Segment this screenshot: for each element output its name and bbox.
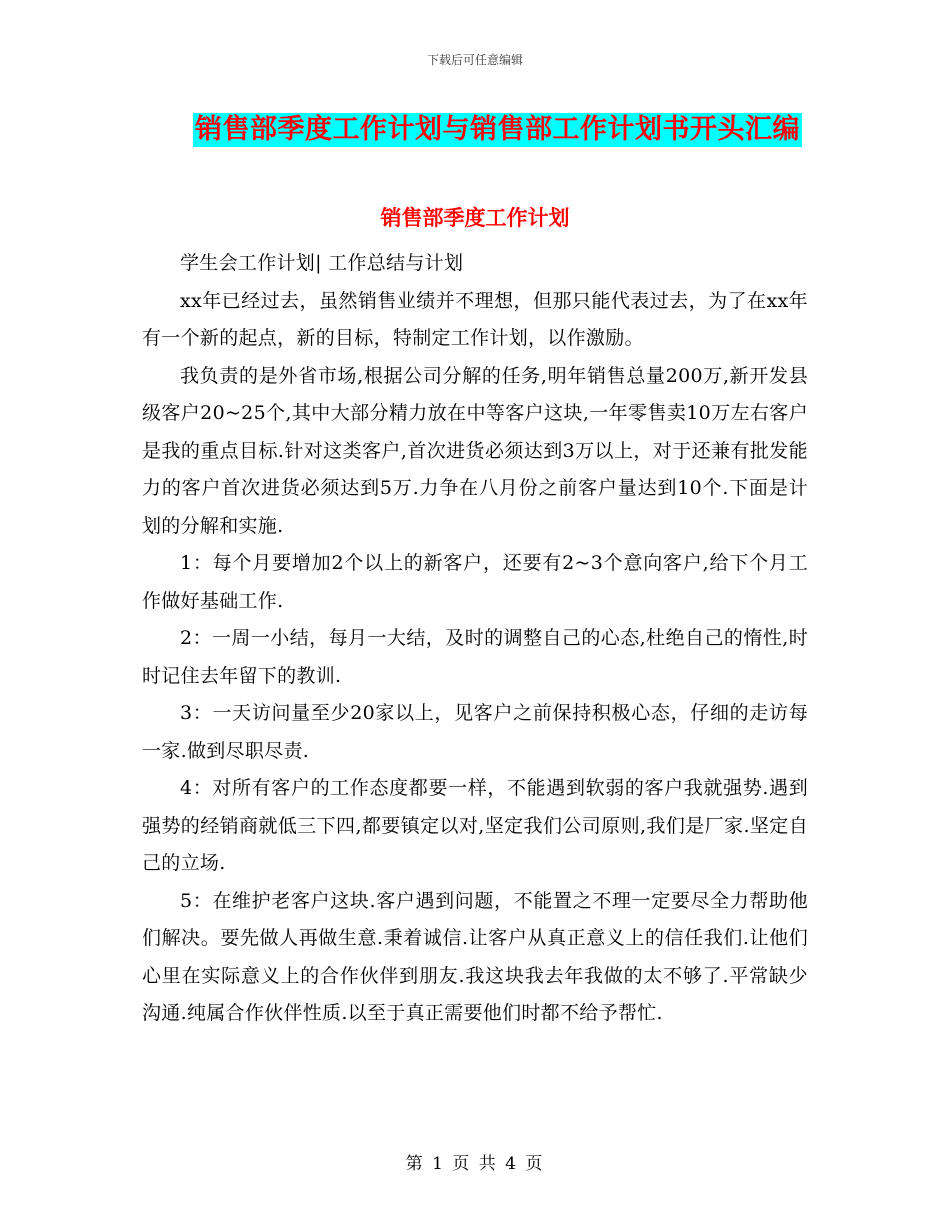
page-header-note: 下载后可任意编辑 [426,53,523,67]
paragraph-item-2: 2：一周一小结，每月一大结，及时的调整自己的心态,杜绝自己的惰性,时时记住去年留下的教训. [142,627,808,687]
document-title: 销售部季度工作计划与销售部工作计划书开头汇编 [195,114,800,145]
paragraph-item-5: 5：在维护老客户这块.客户遇到问题，不能置之不理一定要尽全力帮助他们解决。要先做人再做生意.秉着诚信.让客户从真正意义上的信任我们.让他们心里在实际意义上的合作伙伴到朋友.我这块我去年我做的太不够了.平常缺少沟通.纯属合作伙伴性质.以至于真正需要他们时都不给予帮忙. [142,889,808,1024]
paragraph-subtitle: 学生会工作计划| 工作总结与计划 [180,252,464,274]
paragraph-item-4: 4：对所有客户的工作态度都要一样，不能遇到软弱的客户我就强势.遇到强势的经销商就低三下四,都要镇定以对,坚定我们公司原则,我们是厂家.坚定自己的立场. [142,777,808,874]
paragraph-item-3: 3：一天访问量至少20家以上，见客户之前保持积极心态，仔细的走访每一家.做到尽职尽责. [142,702,808,762]
document-body [142,245,808,1033]
page-number: 第 1 页 共 4 页 [405,1154,545,1174]
paragraph: 我负责的是外省市场,根据公司分解的任务,明年销售总量200万,新开发县级客户20~25个,其中大部分精力放在中等客户这块,一年零售卖10万左右客户是我的重点目标.针对这类客户,首次进货必须达到3万以上，对于还兼有批发能力的客户首次进货必须达到5万.力争在八月份之前客户量达到10个.下面是计划的分解和实施. [142,364,808,537]
document-title-container [0,113,950,147]
section-title: 销售部季度工作计划 [380,206,570,230]
paragraph: xx年已经过去，虽然销售业绩并不理想，但那只能代表过去，为了在xx年有一个新的起点，新的目标，特制定工作计划，以作激励。 [142,289,808,349]
paragraph-item-1: 1：每个月要增加2个以上的新客户，还要有2~3个意向客户,给下个月工作做好基础工作. [142,552,808,612]
